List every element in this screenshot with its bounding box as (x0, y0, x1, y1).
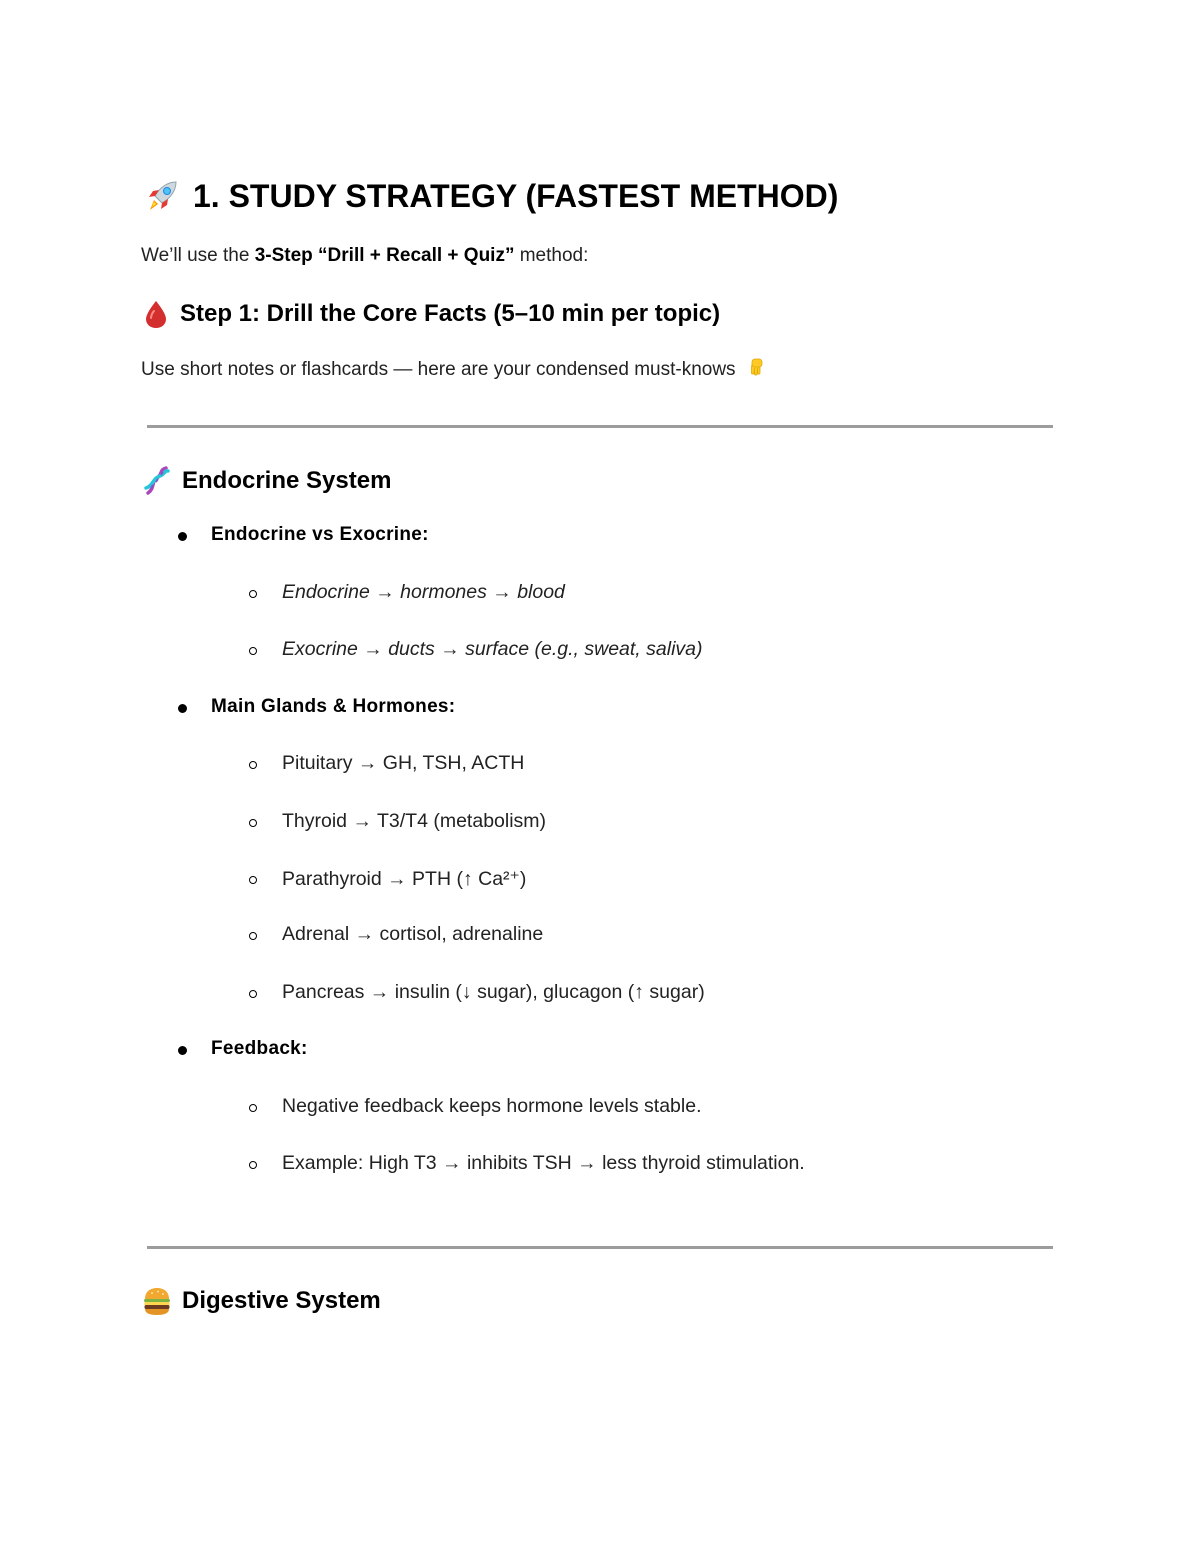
intro-pre: We’ll use the (141, 245, 255, 266)
list-item: Negative feedback keeps hormone levels stable. (282, 1095, 702, 1117)
digestive-heading-text: Digestive System (182, 1287, 381, 1314)
step1-heading (143, 299, 720, 329)
list-item: Thyroid → T3/T4 (metabolism) (282, 810, 547, 832)
bullet-ring (249, 1104, 257, 1112)
horizontal-divider (147, 425, 1053, 428)
list-item: Pancreas → insulin (↓ sugar), glucagon (↑ sugar) (282, 981, 705, 1003)
section-label: Feedback: (211, 1038, 308, 1059)
rocket-icon (142, 176, 182, 216)
page-title (142, 176, 838, 216)
horizontal-divider (147, 1246, 1053, 1249)
list-item: Endocrine → hormones → blood (282, 581, 565, 603)
bullet-ring (249, 1161, 257, 1169)
pointing-down-icon (744, 358, 768, 382)
bullet-ring (249, 932, 257, 940)
step1-description (141, 358, 768, 382)
section-label: Endocrine vs Exocrine: (211, 524, 429, 545)
list-item: Pituitary → GH, TSH, ACTH (282, 752, 525, 774)
endocrine-heading-text: Endocrine System (182, 467, 392, 494)
digestive-heading (143, 1286, 381, 1316)
dna-icon (143, 466, 171, 496)
endocrine-heading (143, 466, 391, 496)
bullet-ring (249, 876, 257, 884)
intro-bold: 3-Step “Drill + Recall + Quiz” (254, 245, 515, 266)
step1-description-text: Use short notes or flashcards — here are your condensed must-knows (141, 359, 736, 380)
intro-post: method: (514, 245, 589, 266)
bullet-ring (249, 990, 257, 998)
bullet-ring (249, 819, 257, 827)
bullet-ring (249, 590, 257, 598)
burger-icon (143, 1286, 171, 1316)
section-label: Main Glands & Hormones: (211, 696, 456, 717)
list-item: Example: High T3 → inhibits TSH → less thyroid stimulation. (282, 1152, 805, 1174)
list-item: Adrenal → cortisol, adrenaline (282, 923, 544, 945)
bullet-ring (249, 761, 257, 769)
bullet-dot (178, 1046, 187, 1055)
intro-line (141, 245, 588, 267)
bullet-dot (178, 532, 187, 541)
list-item: Exocrine → ducts → surface (e.g., sweat, saliva) (282, 638, 703, 660)
bullet-dot (178, 704, 187, 713)
list-item: Parathyroid → PTH (↑ Ca²⁺) (282, 868, 527, 890)
blood-drop-icon (143, 299, 169, 329)
step1-heading-text: Step 1: Drill the Core Facts (5–10 min per topic) (180, 300, 721, 327)
bullet-ring (249, 647, 257, 655)
title-text: 1. STUDY STRATEGY (FASTEST METHOD) (193, 177, 839, 214)
